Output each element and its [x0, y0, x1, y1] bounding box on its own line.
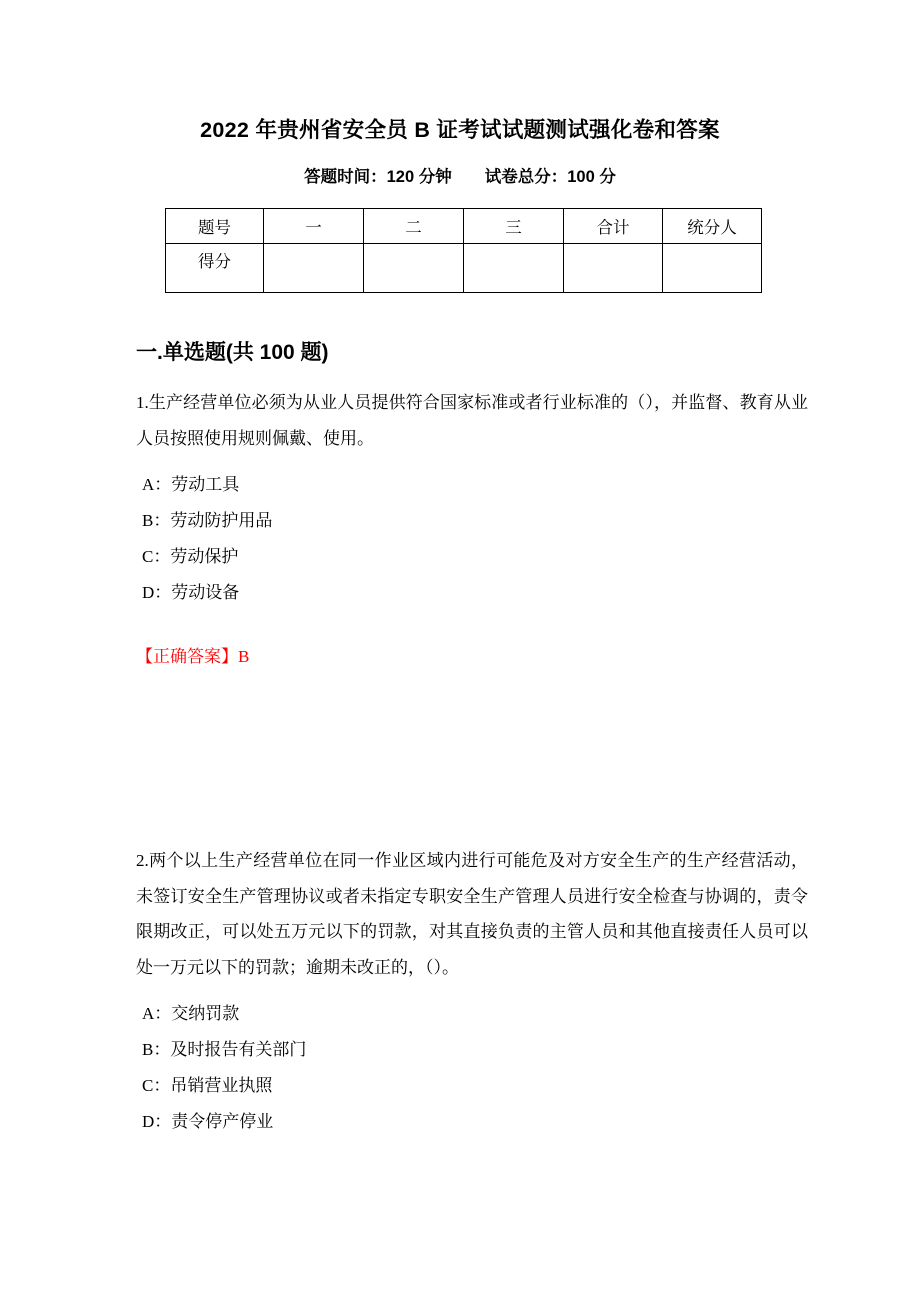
page-title: 2022 年贵州省安全员 B 证考试试题测试强化卷和答案	[200, 118, 720, 142]
option-label-c: 吊销营业执照	[170, 1076, 273, 1095]
table-row-score	[166, 244, 762, 293]
question-options-2	[136, 996, 808, 1140]
option-1-d[interactable]	[136, 575, 808, 611]
option-1-c[interactable]	[136, 539, 808, 575]
option-label-c: 劳动保护	[170, 547, 239, 566]
option-2-d[interactable]	[136, 1104, 808, 1140]
option-letter-b: B：	[142, 1040, 171, 1059]
score-table-container	[165, 208, 755, 293]
table-header-cell-total: 合计	[564, 209, 663, 244]
table-row-header	[166, 209, 762, 244]
question-text-1: 1.生产经营单位必须为从业人员提供符合国家标准或者行业标准的（），并监督、教育从业人员按照使用规则佩戴、使用。	[136, 393, 808, 448]
option-label-d: 责令停产停业	[171, 1112, 274, 1131]
table-header-cell-3: 三	[464, 209, 564, 244]
option-letter-d: D：	[142, 583, 172, 602]
option-label-b: 及时报告有关部门	[170, 1040, 307, 1059]
table-header-cell-question-no: 题号	[166, 209, 264, 244]
table-header-cell-scorer: 统分人	[663, 209, 762, 244]
score-table	[165, 208, 762, 293]
option-letter-b: B：	[142, 511, 171, 530]
question-options-1	[136, 467, 808, 611]
option-1-a[interactable]	[136, 467, 808, 503]
option-2-a[interactable]	[136, 996, 808, 1032]
table-cell-score-total[interactable]	[564, 244, 663, 293]
option-label-b: 劳动防护用品	[170, 511, 273, 530]
table-cell-score-1[interactable]	[264, 244, 364, 293]
question-block-1	[136, 385, 808, 611]
table-cell-score-2[interactable]	[364, 244, 464, 293]
option-letter-c: C：	[142, 1076, 171, 1095]
option-letter-c: C：	[142, 547, 171, 566]
option-1-b[interactable]	[136, 503, 808, 539]
table-header-cell-1: 一	[264, 209, 364, 244]
table-cell-score-scorer[interactable]	[663, 244, 762, 293]
option-letter-d: D：	[142, 1112, 172, 1131]
correct-answer-1: 【正确答案】B	[136, 647, 250, 666]
table-cell-score-3[interactable]	[464, 244, 564, 293]
option-2-b[interactable]	[136, 1032, 808, 1068]
exam-meta-subtitle: 答题时间：120 分钟 试卷总分：100 分	[304, 168, 616, 186]
question-block-2	[136, 843, 808, 1140]
option-letter-a: A：	[142, 475, 172, 494]
table-header-cell-2: 二	[364, 209, 464, 244]
section-heading-single-choice: 一.单选题(共 100 题)	[136, 341, 329, 364]
table-row-label-score: 得分	[166, 244, 264, 293]
option-label-a: 劳动工具	[171, 475, 240, 494]
option-letter-a: A：	[142, 1004, 172, 1023]
option-label-a: 交纳罚款	[171, 1004, 240, 1023]
option-label-d: 劳动设备	[171, 583, 240, 602]
question-text-2: 2.两个以上生产经营单位在同一作业区域内进行可能危及对方安全生产的生产经营活动，未签订安全生产管理协议或者未指定专职安全生产管理人员进行安全检查与协调的，责令限期改正，可以处五万元以下的罚款，对其直接负责的主管人员和其他直接责任人员可以处一万元以下的罚款；逾期未改正的，（）。	[136, 851, 808, 977]
option-2-c[interactable]	[136, 1068, 808, 1104]
